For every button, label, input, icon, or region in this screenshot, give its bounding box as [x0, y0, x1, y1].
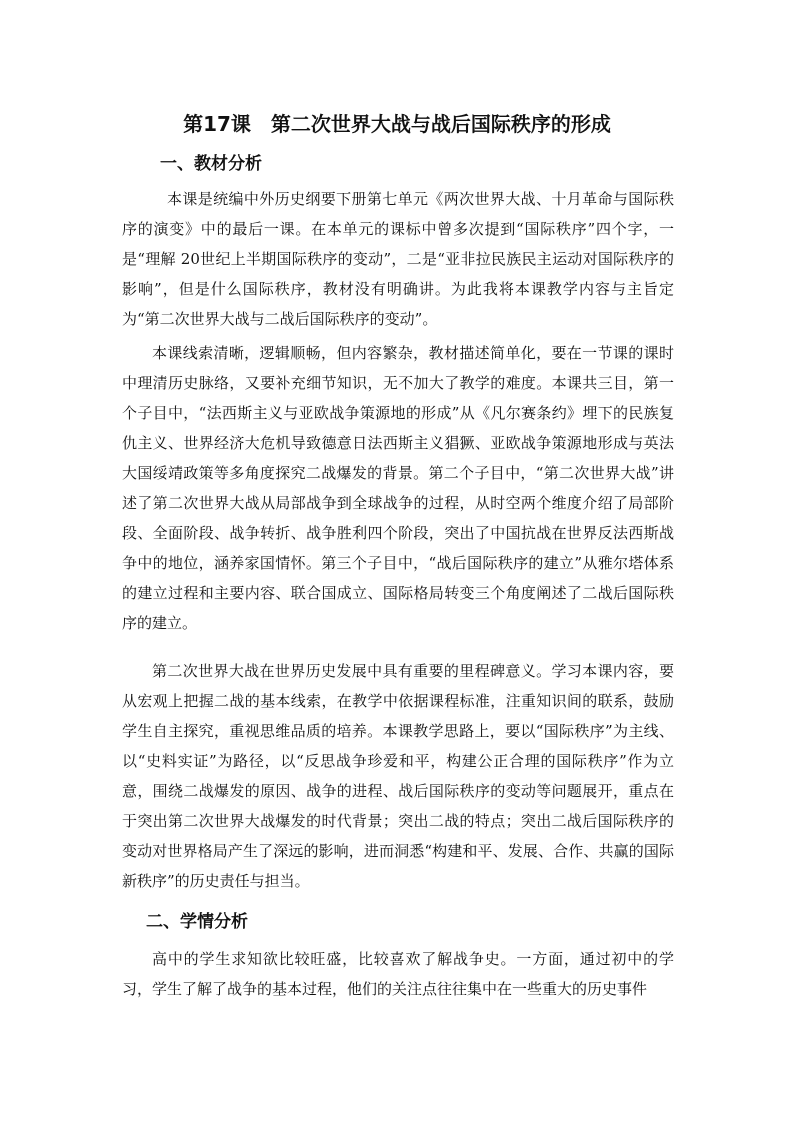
lesson-title: 第17课 第二次世界大战与战后国际秩序的形成 — [183, 112, 611, 136]
paragraph: 第二次世界大战在世界历史发展中具有重要的里程碑意义。学习本课内容，要从宏观上把握二战的基本线索，在教学中依据课程标准，注重知识间的联系，鼓励学生自主探究，重视思维品质的培养。本课教学思路上，要以“国际秩序”为主线、以“史料实证”为路径，以“反思战争珍爱和平，构建公正合理的国际秩序”作为立意，围绕二战爆发的原因、战争的进程、战后国际秩序的变动等问题展开，重点在于突出第二次世界大战爆发的时代背景；突出二战的特点；突出二战后国际秩序的变动对世界格局产生了深远的影响，进而洞悉“构建和平、发展、合作、共赢的国际新秩序”的历史责任与担当。 — [122, 662, 674, 890]
paragraph: 本课是统编中外历史纲要下册第七单元《两次世界大战、十月革命与国际秩序的演变》中的最后一课。在本单元的课标中曾多次提到“国际秩序”四个字，一是“理解 20世纪上半期国际秩序的变动”，二是“亚非拉民族民主运动对国际秩序的影响”，但是什么国际秩序，教材没有明确讲。为此我将本课教学内容与主旨定为“第二次世界大战与二战后国际秩序的变动”。 — [122, 190, 674, 328]
paragraph: 高中的学生求知欲比较旺盛，比较喜欢了解战争史。一方面，通过初中的学习，学生了解了战争的基本过程，他们的关注点往往集中在一些重大的历史事件 — [122, 950, 674, 998]
paragraph: 本课线索清晰，逻辑顺畅，但内容繁杂，教材描述简单化，要在一节课的课时中理清历史脉络，又要补充细节知识，无不加大了教学的难度。本课共三目，第一个子目中，“法西斯主义与亚欧战争策源地的形成”从《凡尔赛条约》埋下的民族复仇主义、世界经济大危机导致德意日法西斯主义猖獗、亚欧战争策源地形成与英法大国绥靖政策等多角度探究二战爆发的背景。第二个子目中，“第二次世界大战”讲述了第二次世界大战从局部战争到全球战争的过程，从时空两个维度介绍了局部阶段、全面阶段、战争转折、战争胜利四个阶段，突出了中国抗战在世界反法西斯战争中的地位，涵养家国情怀。第三个子目中，“战后国际秩序的建立”从雅尔塔体系的建立过程和主要内容、联合国成立、国际格局转变三个角度阐述了二战后国际秩序的建立。 — [122, 344, 674, 632]
section-heading-textbook-analysis: 一、教材分析 — [160, 154, 262, 174]
section-heading-learner-analysis: 二、学情分析 — [146, 912, 248, 932]
